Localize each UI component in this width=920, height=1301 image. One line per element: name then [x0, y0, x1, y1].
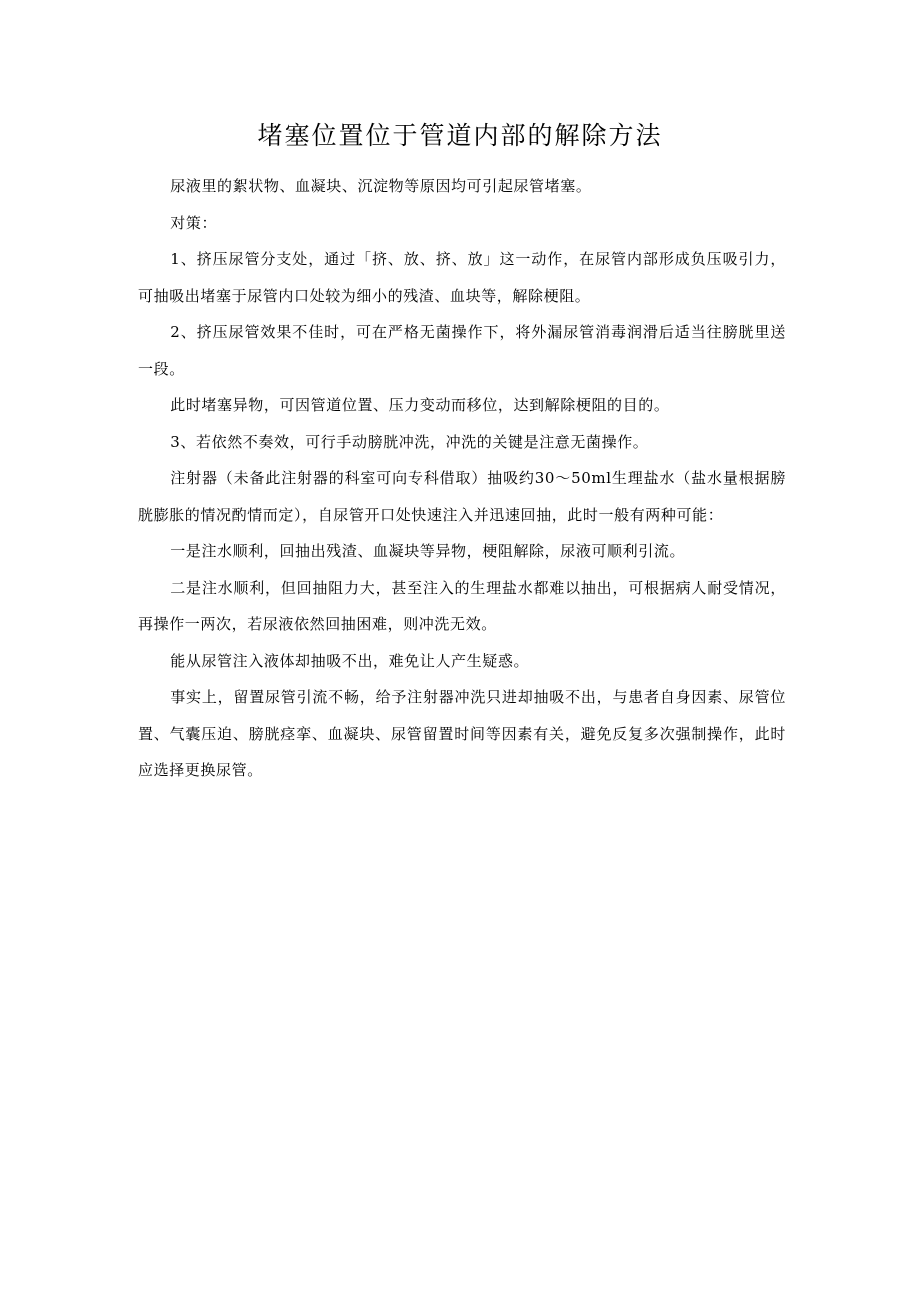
paragraph: 一是注水顺利，回抽出残渣、血凝块等异物，梗阻解除，尿液可顺利引流。	[170, 542, 686, 560]
document-title: 堵塞位置位于管道内部的解除方法	[257, 121, 663, 150]
paragraph: 注射器（未备此注射器的科室可向专科借取）抽吸约30～50ml生理盐水（盐水量根据膀胱膨胀的情况酌情而定），自尿管开口处快速注入并迅速回抽，此时一般有两种可能：	[138, 469, 786, 524]
paragraph: 事实上，留置尿管引流不畅，给予注射器冲洗只进却抽吸不出，与患者自身因素、尿管位置、气囊压迫、膀胱痉挛、血凝块、尿管留置时间等因素有关，避免反复多次强制操作，此时应选择更换尿管。	[138, 688, 786, 779]
paragraph: 此时堵塞异物，可因管道位置、压力变动而移位，达到解除梗阻的目的。	[170, 396, 670, 414]
document-body	[138, 168, 786, 789]
paragraph: 尿液里的絮状物、血凝块、沉淀物等原因均可引起尿管堵塞。	[170, 177, 592, 195]
paragraph: 对策：	[170, 213, 218, 232]
paragraph: 2、挤压尿管效果不佳时，可在严格无菌操作下，将外漏尿管消毒润滑后适当往膀胱里送一段。	[138, 323, 786, 378]
paragraph: 1、挤压尿管分支处，通过「挤、放、挤、放」这一动作，在尿管内部形成负压吸引力，可抽吸出堵塞于尿管内口处较为细小的残渣、血块等，解除梗阻。	[138, 250, 786, 305]
paragraph: 二是注水顺利，但回抽阻力大，甚至注入的生理盐水都难以抽出，可根据病人耐受情况，再操作一两次，若尿液依然回抽困难，则冲洗无效。	[138, 578, 786, 633]
paragraph: 能从尿管注入液体却抽吸不出，难免让人产生疑惑。	[170, 651, 530, 670]
paragraph: 3、若依然不奏效，可行手动膀胱冲洗，冲洗的关键是注意无菌操作。	[170, 432, 649, 451]
